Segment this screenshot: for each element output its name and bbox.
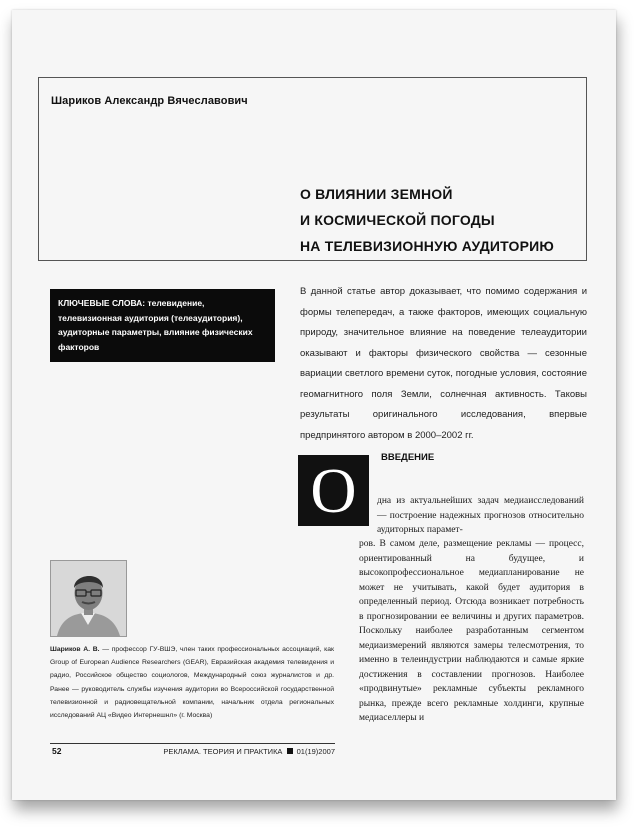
- footer-divider: [50, 743, 335, 744]
- author-name: Шариков Александр Вячеславович: [51, 95, 248, 107]
- keywords-text: телевидение, телевизионная аудитория (телеаудитория), аудиторные параметры, влияние физических факторов: [58, 298, 253, 352]
- abstract-text: В данной статье автор доказывает, что помимо содержания и формы телепередач, а также факторов, имеющих социальную природу, значительное влияние на поведение телеаудитории оказывают и факторы физического свойства — сезонные вариации светлого времени суток, погодные условия, состояние геомагнитного поля Земли, солнечная активность. Таковы результаты оригинального исследования, впервые предпринятого автором в 2000–2002 гг.: [300, 286, 587, 441]
- keywords-label: КЛЮЧЕВЫЕ СЛОВА:: [58, 298, 146, 308]
- author-photo: [50, 560, 127, 637]
- keywords-box: [50, 289, 275, 362]
- bio-text: — профессор ГУ-ВШЭ, член таких профессиональных ассоциаций, как Group of European Audience Researchers (GEAR), Евразийская академия телевидения и радио, Российское общество социологов, Международный союз журналистов и др. Ранее — руководитель службы изучения аудитории во Всероссийской государственной телевизионной и радиовещательной компании, начальник отдела региональных исследований АЦ «Видео Интернешнл» (г. Москва): [50, 646, 334, 720]
- bio-name: Шариков А. В.: [50, 646, 100, 653]
- journal-footer: [163, 747, 335, 756]
- intro-body-part1: дна из актуальнейших задач медиаисследований — построение надежных прогнозов относительно аудиторных парамет-: [377, 496, 584, 535]
- intro-body-part2: ров. В самом деле, размещение рекламы — процесс, ориентированный на будущее, и высокопрофессиональное медиапланирование не может не учитывать, какой будет аудитория в определенный период. Отсюда возникает потребность в прогнозировании ее величины и других параметров. Поскольку наиболее разработанным сегментом медиаизмерений являются замеры телесмотрения, то именно в телеиндустрии наблюдаются и самые яркие достижения в составлении прогнозов. Наиболее «продвинутые» рекламные субъекты рекламного рынка, прежде всего рекламные холдинги, крупные медиаселлеры и: [359, 539, 584, 723]
- journal-issue: 01(19)2007: [296, 747, 335, 756]
- drop-cap: О: [298, 455, 369, 526]
- title-line: И КОСМИЧЕСКОЙ ПОГОДЫ: [300, 212, 495, 228]
- author-bio: [50, 643, 334, 722]
- title-line: НА ТЕЛЕВИЗИОННУЮ АУДИТОРИЮ: [300, 238, 555, 254]
- title-line: О ВЛИЯНИИ ЗЕМНОЙ: [300, 186, 453, 202]
- journal-name: РЕКЛАМА. ТЕОРИЯ И ПРАКТИКА: [163, 747, 283, 756]
- author-portrait-image: [51, 561, 126, 636]
- square-bullet-icon: [287, 748, 293, 754]
- page-number: 52: [52, 746, 62, 756]
- article-title: [300, 181, 590, 259]
- intro-heading: ВВЕДЕНИЕ: [381, 452, 435, 463]
